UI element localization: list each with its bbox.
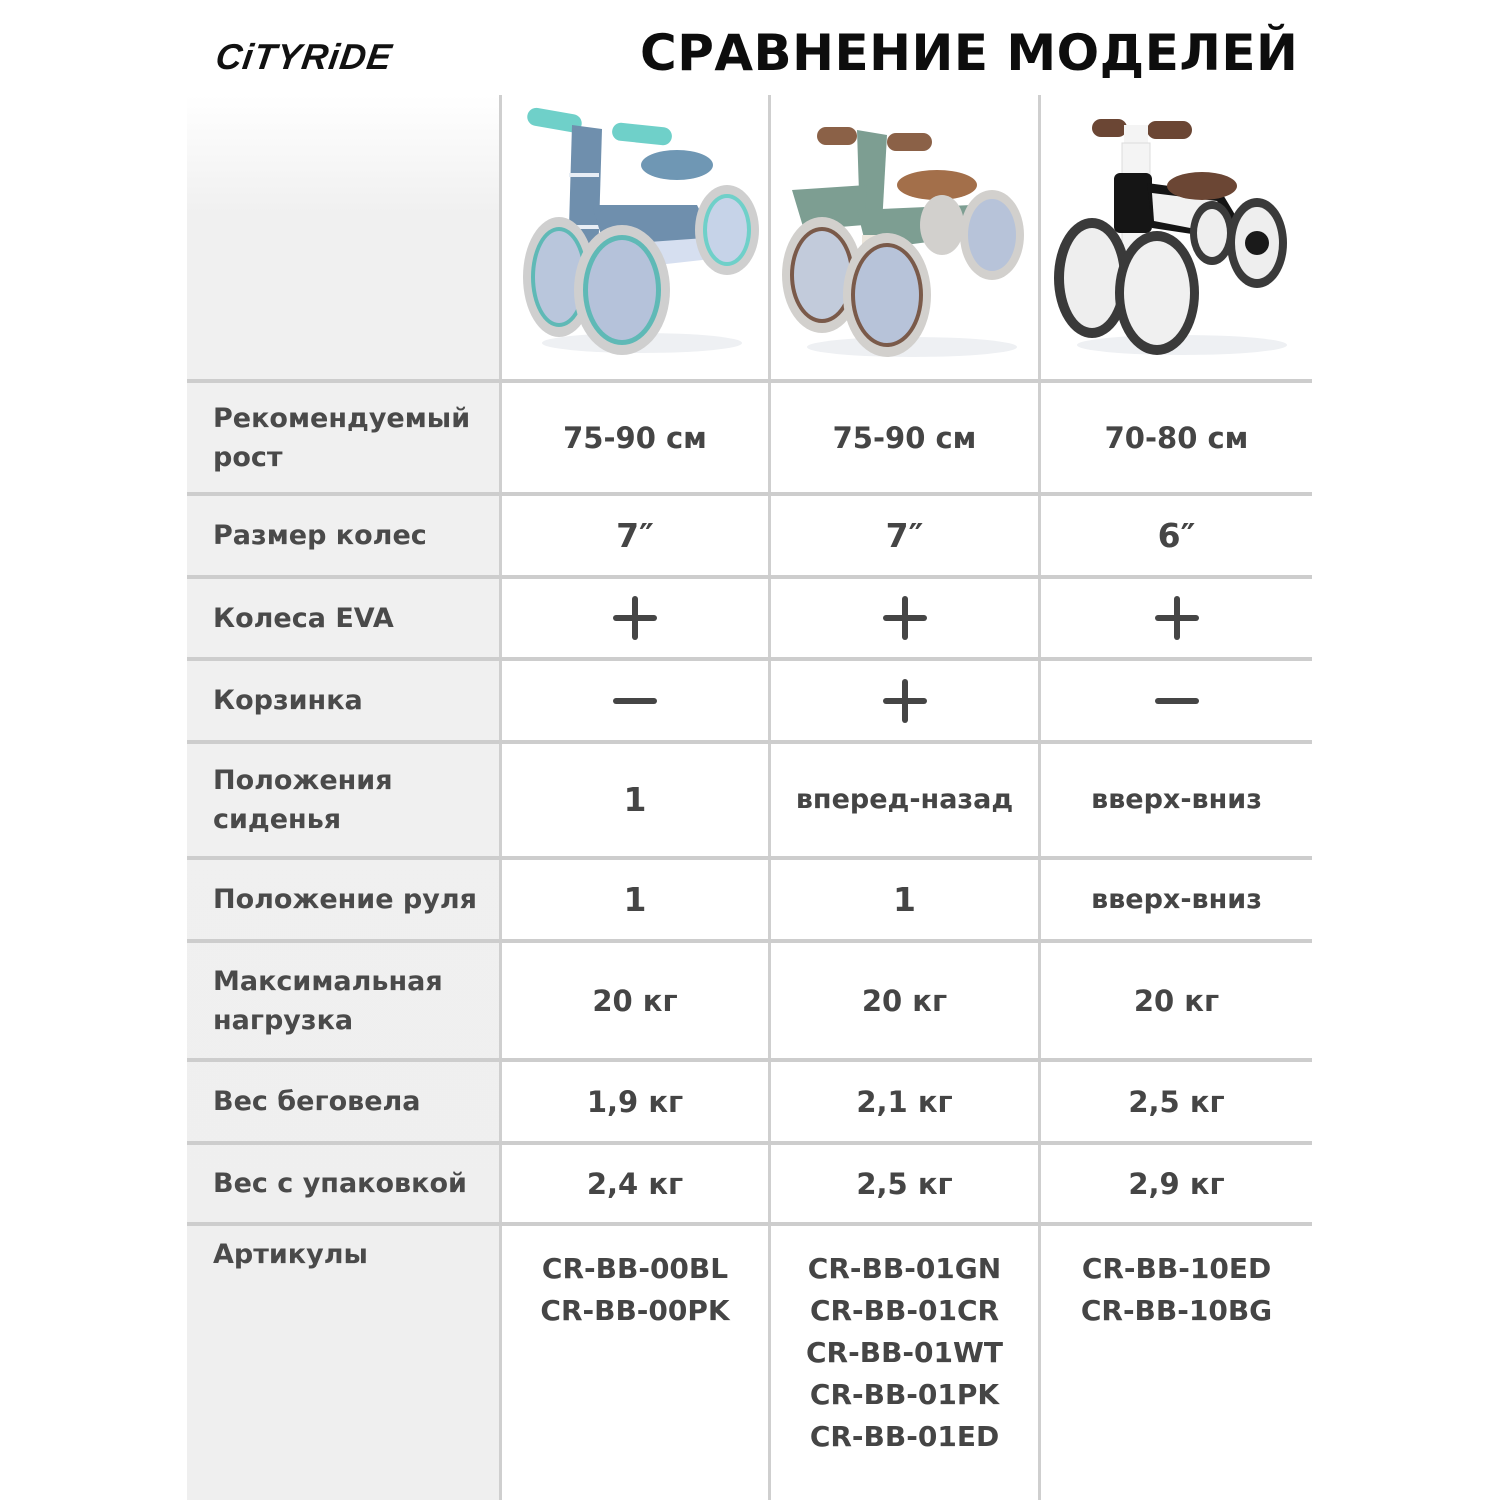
row-label-articles: Артикулы <box>213 1239 368 1270</box>
row-label-wheel-size: Размер колес <box>213 520 427 551</box>
cell-articles-model-2 <box>771 1226 1038 1508</box>
article-code: CR-BB-00PK <box>540 1294 730 1327</box>
cell-max-load-model-2: 20 кг <box>861 983 948 1018</box>
cell-handlebar-model-2: 1 <box>893 879 916 919</box>
cell-wheel-size-model-1: 7″ <box>616 515 654 555</box>
minus-icon <box>1155 679 1199 723</box>
cell-eva-model-2 <box>771 579 1038 657</box>
cell-package-weight-model-2: 2,5 кг <box>856 1166 953 1201</box>
cell-basket-model-2 <box>771 661 1038 740</box>
balance-bike-green-image <box>782 115 1032 365</box>
minus-icon <box>613 679 657 723</box>
cell-wheel-size-model-3: 6″ <box>1157 515 1196 555</box>
row-label-eva-wheels: Колеса EVA <box>213 602 394 634</box>
cell-max-load-model-1: 20 кг <box>592 983 678 1018</box>
plus-icon <box>613 596 657 640</box>
cell-package-weight-model-1: 2,4 кг <box>586 1166 684 1201</box>
cell-basket-model-1 <box>502 661 768 740</box>
row-label-basket: Корзинка <box>213 685 363 716</box>
article-code: CR-BB-01CR <box>809 1294 1000 1327</box>
plus-icon <box>1155 596 1199 640</box>
row-label-handlebar-position: Положение руля <box>213 884 477 915</box>
plus-icon <box>883 596 927 640</box>
balance-bike-blue-image <box>517 105 762 365</box>
comparison-table <box>187 95 1312 1500</box>
cell-handlebar-model-1: 1 <box>623 879 647 919</box>
cell-bike-weight-model-2: 2,1 кг <box>856 1084 953 1119</box>
article-code: CR-BB-01ED <box>809 1420 1000 1453</box>
plus-icon <box>883 679 927 723</box>
cell-articles-model-3 <box>1041 1226 1312 1508</box>
row-label-bike-weight: Вес беговела <box>213 1086 421 1117</box>
cityride-logo: CiTYRiDE <box>213 36 395 77</box>
row-label-height: Рекомендуемый рост <box>213 402 471 473</box>
row-label-max-load: Максимальная нагрузка <box>213 965 443 1036</box>
cell-package-weight-model-3: 2,9 кг <box>1128 1166 1225 1201</box>
cell-seat-model-2: вперед-назад <box>795 784 1014 815</box>
cell-wheel-size-model-2: 7″ <box>885 515 924 555</box>
article-code: CR-BB-00BL <box>541 1252 729 1285</box>
cell-height-model-1: 75-90 см <box>563 420 707 455</box>
cell-seat-model-1: 1 <box>623 780 647 819</box>
article-code: CR-BB-01GN <box>807 1252 1002 1285</box>
article-code: CR-BB-01WT <box>806 1336 1003 1369</box>
row-label-package-weight: Вес с упаковкой <box>213 1168 467 1199</box>
cell-eva-model-3 <box>1041 579 1312 657</box>
cell-height-model-3: 70-80 см <box>1104 420 1249 455</box>
cell-max-load-model-3: 20 кг <box>1133 983 1220 1018</box>
cell-bike-weight-model-1: 1,9 кг <box>586 1084 684 1119</box>
cell-eva-model-1 <box>502 579 768 657</box>
article-code: CR-BB-01PK <box>809 1378 1000 1411</box>
cell-articles-model-1 <box>502 1226 768 1508</box>
cell-basket-model-3 <box>1041 661 1312 740</box>
balance-bike-black-white-image <box>1052 113 1302 363</box>
cell-height-model-2: 75-90 см <box>832 420 977 455</box>
article-code: CR-BB-10ED <box>1081 1252 1272 1285</box>
cell-seat-model-3: вверх-вниз <box>1091 784 1262 815</box>
article-code: CR-BB-10BG <box>1080 1294 1273 1327</box>
row-label-seat-positions: Положения сиденья <box>213 765 393 835</box>
page-title: СРАВНЕНИЕ МОДЕЛЕЙ <box>640 24 1299 82</box>
cell-handlebar-model-3: вверх-вниз <box>1091 883 1262 915</box>
cell-bike-weight-model-3: 2,5 кг <box>1128 1084 1225 1119</box>
